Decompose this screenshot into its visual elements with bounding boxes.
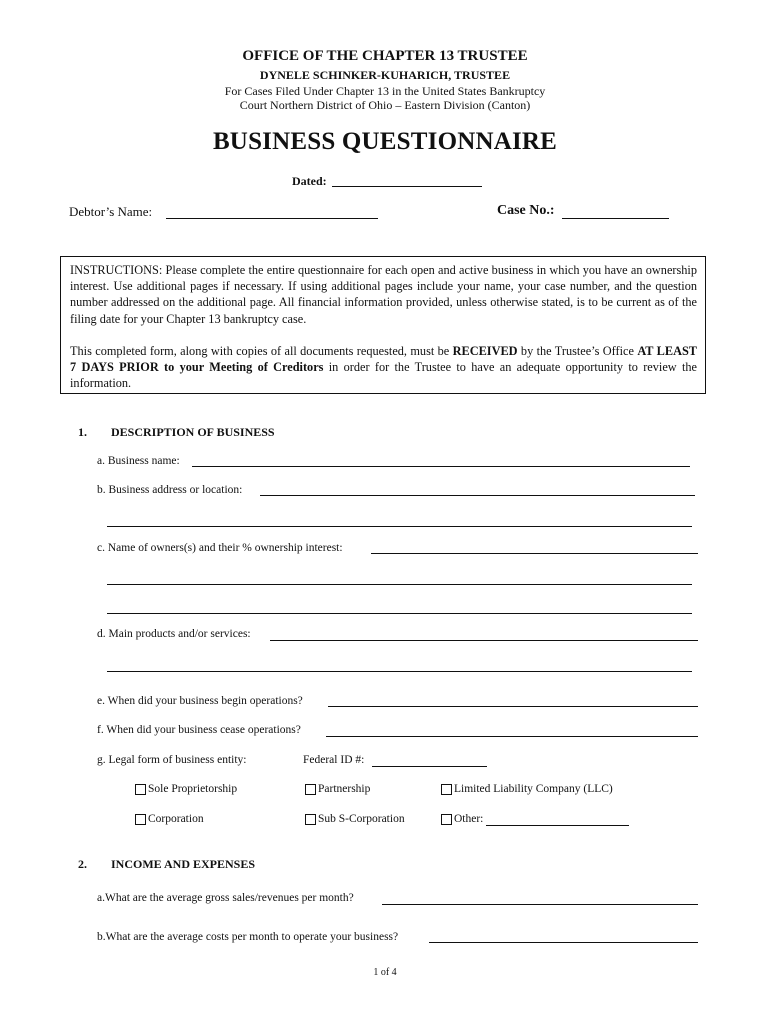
instructions-box	[60, 256, 706, 394]
business-address-field[interactable]	[260, 495, 695, 496]
sub-s-corporation-label: Sub S-Corporation	[318, 813, 405, 825]
section-1-number: 1.	[78, 425, 87, 439]
operating-costs-field[interactable]	[429, 942, 698, 943]
operating-costs-label: b.What are the average costs per month to operate your business?	[97, 931, 399, 943]
partnership-label: Partnership	[318, 783, 371, 795]
office-heading: OFFICE OF THE CHAPTER 13 TRUSTEE	[242, 48, 528, 64]
owners-field-3[interactable]	[107, 613, 692, 614]
instructions-paragraph: INSTRUCTIONS: Please complete the entire questionnaire for each open and active business in which you have an ownership interest. Use additional pages if necessary. If using additional pages include your name, your case number, and the question number addressed on the additional page. All financial information provided, unless otherwise stated, is to be current as of the filing date for your Chapter 13 bankruptcy case.	[70, 263, 697, 326]
sole-proprietorship-checkbox[interactable]	[135, 784, 146, 795]
sole-proprietorship-label: Sole Proprietorship	[148, 783, 238, 795]
products-label: d. Main products and/or services:	[97, 628, 251, 640]
business-address-field-2[interactable]	[107, 526, 692, 527]
business-name-field[interactable]	[192, 466, 690, 467]
section-1-title: DESCRIPTION OF BUSINESS	[111, 425, 275, 439]
court-line-1: For Cases Filed Under Chapter 13 in the United States Bankruptcy	[224, 84, 546, 98]
deadline-text-2: by the Trustee’s Office	[517, 343, 638, 358]
owners-label: c. Name of owners(s) and their % ownership interest:	[97, 542, 343, 554]
sub-s-corporation-checkbox[interactable]	[305, 814, 316, 825]
other-checkbox[interactable]	[441, 814, 452, 825]
corporation-label: Corporation	[148, 813, 204, 825]
case-no-label: Case No.:	[497, 203, 555, 218]
other-label: Other:	[454, 813, 484, 825]
products-field-2[interactable]	[107, 671, 692, 672]
received-emphasis: RECEIVED	[452, 343, 518, 358]
page-number: 1 of 4	[373, 967, 397, 978]
gross-sales-label: a.What are the average gross sales/revenues per month?	[97, 892, 354, 904]
owners-field[interactable]	[371, 553, 698, 554]
deadline-text-1: This completed form, along with copies of all documents requested, must be	[70, 343, 453, 358]
section-2-title: INCOME AND EXPENSES	[111, 857, 256, 871]
page-title: BUSINESS QUESTIONNAIRE	[212, 128, 558, 155]
deadline-paragraph	[70, 343, 697, 392]
products-field[interactable]	[270, 640, 698, 641]
dated-label: Dated:	[292, 174, 327, 188]
deadline-text-3: in order for the Trustee to have an adequate opportunity to review the information.	[70, 360, 697, 391]
llc-label: Limited Liability Company (LLC)	[454, 783, 613, 795]
debtor-name-field[interactable]	[166, 218, 378, 219]
dated-field[interactable]	[332, 186, 482, 187]
debtor-name-label: Debtor’s Name:	[69, 204, 153, 219]
trustee-heading: DYNELE SCHINKER-KUHARICH, TRUSTEE	[259, 68, 511, 82]
business-address-label: b. Business address or location:	[97, 484, 243, 496]
owners-field-2[interactable]	[107, 584, 692, 585]
business-name-label: a. Business name:	[97, 455, 180, 467]
begin-operations-field[interactable]	[328, 706, 698, 707]
corporation-checkbox[interactable]	[135, 814, 146, 825]
gross-sales-field[interactable]	[382, 904, 698, 905]
court-line-2: Court Northern District of Ohio – Eastern Division (Canton)	[239, 98, 531, 112]
cease-operations-field[interactable]	[326, 736, 698, 737]
section-2-number: 2.	[78, 857, 87, 871]
llc-checkbox[interactable]	[441, 784, 452, 795]
begin-operations-label: e. When did your business begin operations?	[97, 695, 303, 707]
federal-id-field[interactable]	[372, 766, 487, 767]
legal-form-label: g. Legal form of business entity:	[97, 754, 247, 766]
cease-operations-label: f. When did your business cease operations?	[97, 724, 301, 736]
federal-id-label: Federal ID #:	[303, 754, 365, 766]
partnership-checkbox[interactable]	[305, 784, 316, 795]
case-no-field[interactable]	[562, 218, 669, 219]
other-field[interactable]	[486, 825, 629, 826]
seven-days-emphasis: AT LEAST 7 DAYS PRIOR to your Meeting of Creditors	[70, 343, 697, 375]
